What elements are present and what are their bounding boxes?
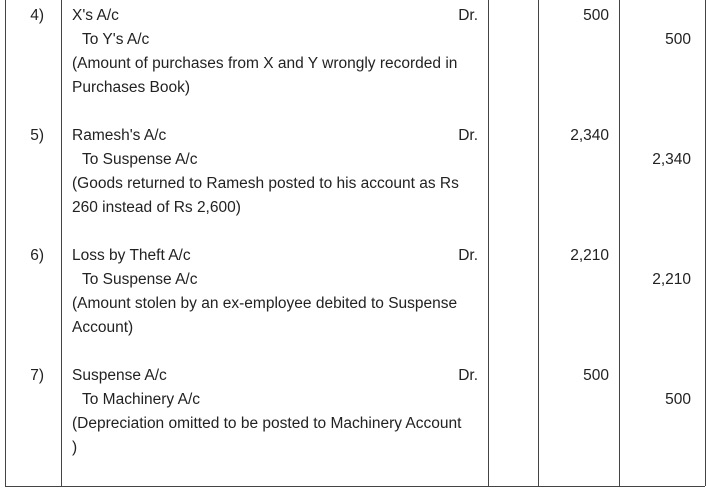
column-border-lf <box>538 0 539 486</box>
narration-line: (Amount stolen by an ex-employee debited to Suspense <box>72 295 458 312</box>
dr-label: Dr. <box>458 367 478 384</box>
debit-account: Ramesh's A/c <box>72 127 167 144</box>
entry-number: 5) <box>30 127 44 144</box>
dr-label: Dr. <box>458 127 478 144</box>
debit-amount: 2,340 <box>570 127 609 144</box>
table-bottom-border <box>5 486 705 487</box>
debit-account: X's A/c <box>72 7 119 24</box>
column-border-date <box>61 0 62 486</box>
credit-account: To Suspense A/c <box>82 151 198 168</box>
dr-label: Dr. <box>458 7 478 24</box>
narration-line: Account) <box>72 319 134 336</box>
debit-amount: 2,210 <box>570 247 609 264</box>
narration-line: 260 instead of Rs 2,600) <box>72 199 241 216</box>
column-border-particulars <box>488 0 489 486</box>
debit-amount: 500 <box>583 367 609 384</box>
narration-line: Purchases Book) <box>72 79 191 96</box>
debit-account: Suspense A/c <box>72 367 167 384</box>
credit-account: To Suspense A/c <box>82 271 198 288</box>
narration-line: (Amount of purchases from X and Y wrongly recorded in <box>72 55 458 72</box>
column-border-debit <box>619 0 620 486</box>
narration-line: (Depreciation omitted to be posted to Machinery Account <box>72 415 462 432</box>
entry-number: 6) <box>30 247 44 264</box>
debit-amount: 500 <box>583 7 609 24</box>
credit-account: To Y's A/c <box>82 31 150 48</box>
credit-amount: 2,210 <box>652 271 691 288</box>
dr-label: Dr. <box>458 247 478 264</box>
narration-line: ) <box>72 439 78 456</box>
credit-amount: 2,340 <box>652 151 691 168</box>
debit-account: Loss by Theft A/c <box>72 247 191 264</box>
credit-account: To Machinery A/c <box>82 391 201 408</box>
entry-number: 4) <box>30 7 44 24</box>
column-border-left <box>5 0 6 486</box>
credit-amount: 500 <box>665 391 691 408</box>
entry-number: 7) <box>30 367 44 384</box>
credit-amount: 500 <box>665 31 691 48</box>
narration-line: (Goods returned to Ramesh posted to his account as Rs <box>72 175 459 192</box>
